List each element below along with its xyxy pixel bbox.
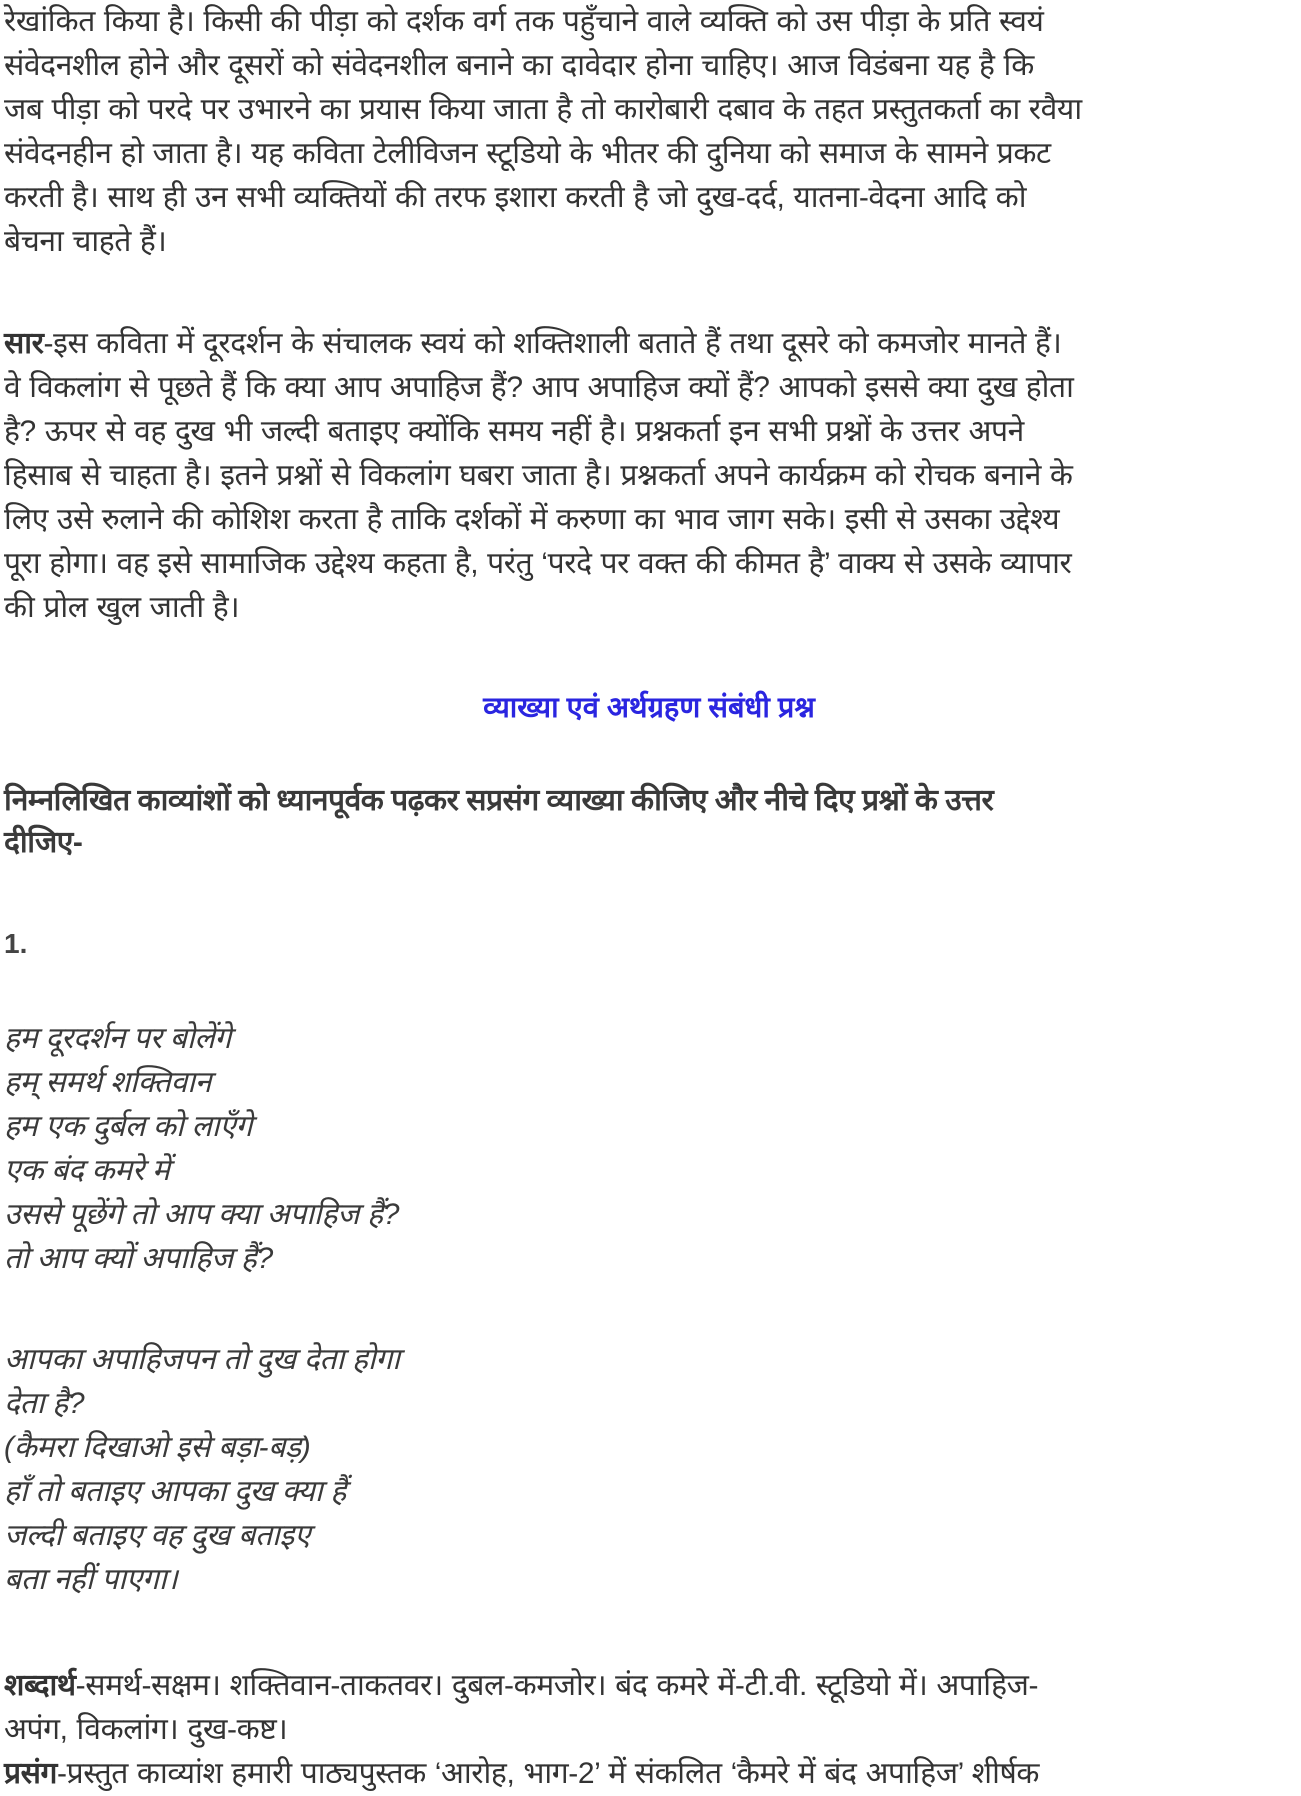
word-meanings-label: शब्दार्थ bbox=[4, 1669, 76, 1702]
text-line: संवेदनहीन हो जाता है। यह कविता टेलीविजन स्टूडियो के भीतर की दुनिया को समाज के सामने प्रकट bbox=[4, 137, 1051, 170]
poem-line: हम एक दुर्बल को लाएँगे bbox=[4, 1110, 253, 1143]
text-line: लिए उसे रुलाने की कोशिश करता है ताकि दर्शकों में करुणा का भाव जाग सके। इसी से उसका उद्देश्य bbox=[4, 503, 1060, 536]
poem-line: आपका अपाहिजपन तो दुख देता होगा bbox=[4, 1343, 400, 1376]
summary-first-line: -इस कविता में दूरदर्शन के संचालक स्वयं को शक्तिशाली बताते हैं तथा दूसरे को कमजोर मानते हैं। bbox=[43, 327, 1062, 360]
poem-line: हम दूरदर्शन पर बोलेंगे bbox=[4, 1022, 231, 1055]
summary-label: सार bbox=[4, 327, 44, 360]
text-line bbox=[4, 1752, 1039, 1796]
poem-line: बता नहीं पाएगा। bbox=[4, 1563, 178, 1596]
text-line: जब पीड़ा को परदे पर उभारने का प्रयास किया जाता है तो कारोबारी दबाव के तहत प्रस्तुतकर्ता का रवैया bbox=[4, 93, 1082, 126]
poem-line: उससे पूछेंगे तो आप क्या अपाहिज हैं? bbox=[4, 1198, 400, 1231]
text-line: हिसाब से चाहता है। इतने प्रश्नों से विकलांग घबरा जाता है। प्रश्नकर्ता अपने कार्यक्रम को रोचक बनाने के bbox=[4, 459, 1073, 492]
poem-stanza-2 bbox=[4, 1338, 400, 1602]
text-line: है? ऊपर से वह दुख भी जल्दी बताइए क्योंकि समय नहीं है। प्रश्नकर्ता इन सभी प्रश्नों के उत्तर अपने bbox=[4, 415, 1024, 448]
poem-line: एक बंद कमरे में bbox=[4, 1154, 170, 1187]
context-label: प्रसंग bbox=[4, 1757, 58, 1790]
text-line: रेखांकित किया है। किसी की पीड़ा को दर्शक वर्ग तक पहुँचाने वाले व्यक्ति को उस पीड़ा के प्रति स्वयं bbox=[4, 5, 1044, 38]
text-line bbox=[4, 1664, 1039, 1708]
section-heading: व्याख्या एवं अर्थग्रहण संबंधी प्रश्न bbox=[483, 692, 815, 724]
poem-line: (कैमरा दिखाओ इसे बड़ा-बड़) bbox=[4, 1431, 311, 1464]
poem-line: हम् समर्थ शक्तिवान bbox=[4, 1066, 212, 1099]
instruction-text bbox=[4, 780, 993, 864]
text-line: पूरा होगा। वह इसे सामाजिक उद्देश्य कहता है, परंतु ‘परदे पर वक्त की कीमत है’ वाक्य से उसके व्यापार bbox=[4, 547, 1072, 580]
text-line: की प्रोल खुल जाती है। bbox=[4, 591, 240, 624]
poem-stanza-1 bbox=[4, 1017, 399, 1281]
word-meanings bbox=[4, 1664, 1039, 1796]
text-line: संवेदनशील होने और दूसरों को संवेदनशील बनाने का दावेदार होना चाहिए। आज विडंबना यह है कि bbox=[4, 49, 1034, 82]
intro-paragraph bbox=[4, 0, 1082, 264]
instruction-line: निम्नलिखित काव्यांशों को ध्यानपूर्वक पढ़कर सप्रसंग व्याख्या कीजिए और नीचे दिए प्रश्नों के उत्तर bbox=[4, 784, 994, 817]
text-line: अपंग, विकलांग। दुख-कष्ट। bbox=[4, 1713, 288, 1746]
text-line bbox=[4, 322, 1074, 366]
text-line: बेचना चाहते हैं। bbox=[4, 225, 167, 258]
text-line: करती है। साथ ही उन सभी व्यक्तियों की तरफ इशारा करती है जो दुख-दर्द, यातना-वेदना आदि को bbox=[4, 181, 1027, 214]
context-first-line: -प्रस्तुत काव्यांश हमारी पाठ्यपुस्तक ‘आरोह, भाग-2’ में संकलित ‘कैमरे में बंद अपाहिज’ शीर्षक bbox=[57, 1757, 1040, 1790]
text-line: वे विकलांग से पूछते हैं कि क्या आप अपाहिज हैं? आप अपाहिज क्यों हैं? आपको इससे क्या दुख होता bbox=[4, 371, 1074, 404]
question-number: 1. bbox=[4, 928, 28, 959]
instruction-line: दीजिए- bbox=[4, 826, 83, 859]
poem-line: देता है? bbox=[4, 1387, 85, 1420]
poem-line: तो आप क्यों अपाहिज हैं? bbox=[4, 1242, 273, 1275]
poem-line: जल्दी बताइए वह दुख बताइए bbox=[4, 1519, 311, 1552]
word-meanings-first-line: -समर्थ-सक्षम। शक्तिवान-ताकतवर। दुबल-कमजोर। बंद कमरे में-टी.वी. स्टूडियो में। अपाहिज- bbox=[75, 1669, 1039, 1702]
summary-paragraph bbox=[4, 322, 1074, 630]
poem-line: हाँ तो बताइए आपका दुख क्या हैं bbox=[4, 1475, 347, 1508]
